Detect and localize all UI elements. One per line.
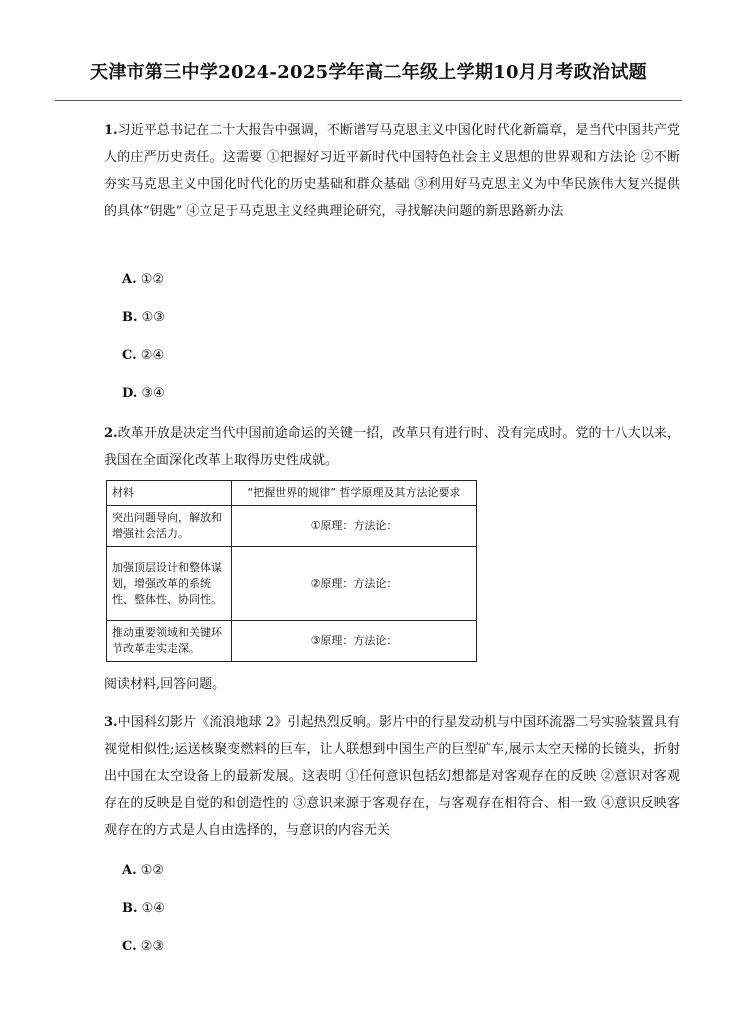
question-2-instruction: 阅读材料,回答问题。 [104, 677, 226, 692]
question-2-number: 2. [104, 426, 118, 441]
question-1-option-a[interactable] [122, 271, 164, 289]
option-letter: C. [122, 939, 137, 954]
option-text: ①③ [141, 310, 165, 325]
title-divider [55, 100, 682, 101]
question-1-text: 习近平总书记在二十大报告中强调，不断谱写马克思主义中国化时代化新篇章，是当代中国共产党人的庄严历史责任。这需要 ①把握好习近平新时代中国特色社会主义思想的世界观和方法论 ②不断夯实马克思主义中国化时代化的历史基础和群众基础 ③利用好马克思主义为中华民族伟大复兴提供的具体“钥匙” ④立足于马克思主义经典理论研究，寻找解决问题的新思路新办法 [104, 123, 680, 219]
table-header-material: 材料 [107, 481, 232, 506]
question-3 [104, 709, 680, 844]
page-title: 天津市第三中学2024-2025学年高二年级上学期10月月考政治试题 [90, 62, 647, 83]
material-table [106, 480, 477, 662]
option-letter: A. [122, 272, 137, 287]
table-row [107, 506, 477, 547]
option-letter: C. [122, 348, 137, 363]
question-3-text: 中国科幻影片《流浪地球 2》引起热烈反响。影片中的行星发动机与中国环流器二号实验装置具有视觉相似性;运送核聚变燃料的巨车，让人联想到中国生产的巨型矿车,展示太空天梯的长镜头，折射出中国在太空设备上的最新发展。这表明 ①任何意识包括幻想都是对客观存在的反映 ②意识对客观存在的反映是自觉的和创造性的 ③意识来源于客观存在，与客观存在相符合、相一致 ④意识反映客观存在的方式是人自由选择的，与意识的内容无关 [104, 715, 680, 838]
table-cell-material: 加强顶层设计和整体谋划，增强改革的系统性、整体性、协同性。 [107, 547, 232, 621]
question-1-option-d[interactable] [122, 385, 165, 403]
option-text: ②③ [140, 939, 165, 954]
table-cell-answer: ②原理：方法论： [232, 547, 477, 621]
question-3-option-a[interactable] [122, 862, 164, 880]
option-letter: B. [122, 310, 138, 325]
option-text: ①② [140, 272, 165, 287]
table-cell-answer: ③原理：方法论： [232, 621, 477, 662]
option-text: ②④ [140, 348, 165, 363]
question-1-number: 1. [104, 123, 118, 138]
question-3-option-b[interactable] [122, 900, 165, 918]
table-cell-material: 突出问题导向，解放和增强社会活力。 [107, 506, 232, 547]
question-1-option-c[interactable] [122, 347, 164, 365]
table-header-principle: “把握世界的规律” 哲学原理及其方法论要求 [232, 481, 477, 506]
table-cell-material: 推动重要领域和关键环节改革走实走深。 [107, 621, 232, 662]
question-3-option-c[interactable] [122, 938, 164, 956]
option-letter: B. [122, 901, 138, 916]
option-text: ①② [140, 863, 165, 878]
table-row [107, 621, 477, 662]
question-2-text: 改革开放是决定当代中国前途命运的关键一招，改革只有进行时、没有完成时。党的十八大以来，我国在全面深化改革上取得历史性成就。 [104, 426, 680, 468]
question-2 [104, 420, 680, 474]
question-1-option-b[interactable] [122, 309, 165, 327]
question-1 [104, 117, 680, 225]
option-letter: D. [122, 386, 138, 401]
option-letter: A. [122, 863, 137, 878]
table-row [107, 547, 477, 621]
option-text: ①④ [141, 901, 165, 916]
table-cell-answer: ①原理：方法论： [232, 506, 477, 547]
option-text: ③④ [141, 386, 165, 401]
question-3-number: 3. [104, 715, 118, 730]
